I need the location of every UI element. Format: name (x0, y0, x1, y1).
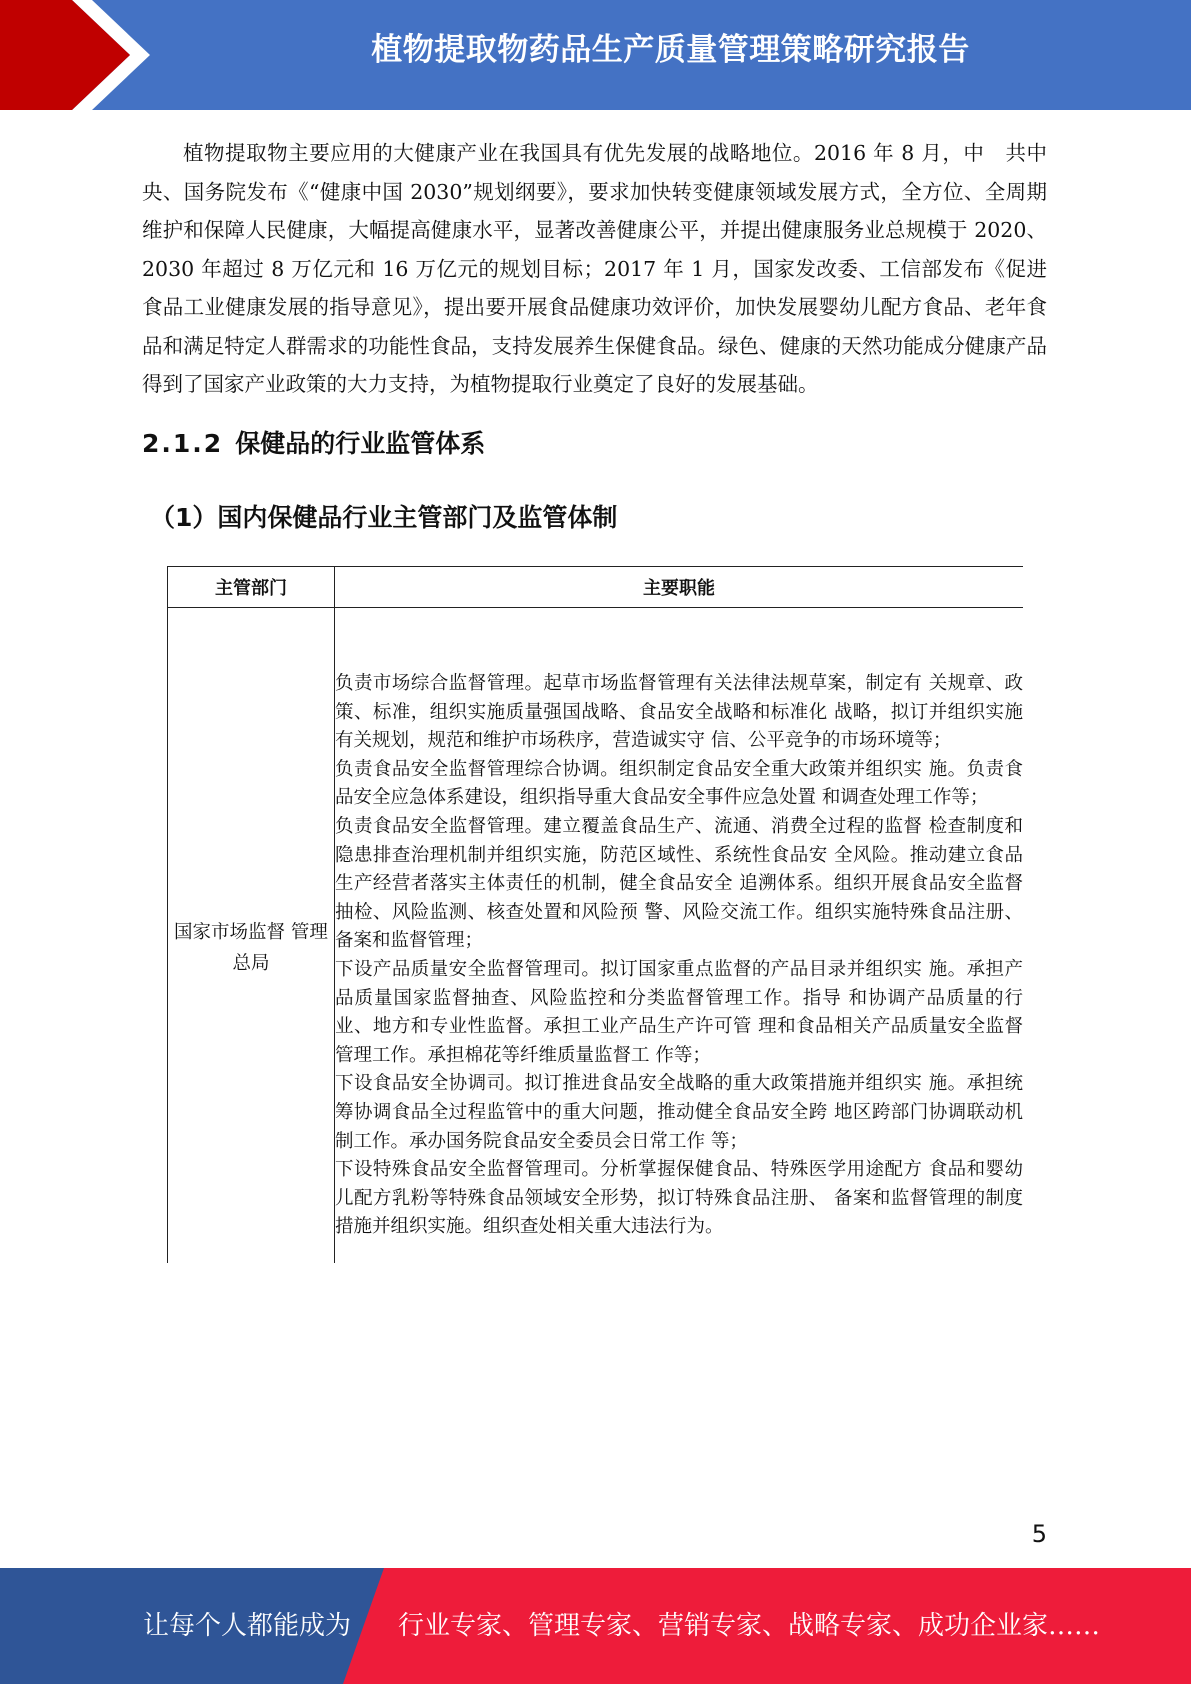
section-heading (142, 424, 485, 464)
intro-paragraph: 植物提取物主要应用的大健康产业在我国具有优先发展的战略地位。2016 年 8 月，中 共中央、国务院发布《“健康中国 2030”规划纲要》，要求加快转变健康领域发展方式，全方位、全周期维护和保障人民健康，大幅提高健康水平，显著改善健康公平，并提出健康服务业总规模于 2020、2030 年超过 8 万亿元和 16 万亿元的规划目标；2017 年 1 月，国家发改委、工信部发布《促进食品工业健康发展的指导意见》，提出要开展食品健康功效评价，加快发展婴幼儿配方食品、老年食品和满足特定人群需求的功能性食品，支持发展养生保健食品。绿色、健康的天然功能成分健康产品得到了国家产业政策的大力支持，为植物提取行业奠定了良好的发展基础。 (142, 141, 1047, 396)
regulation-table-container (167, 566, 1023, 1263)
function-item: 负责食品安全监督管理综合协调。组织制定食品安全重大政策并组织实 施。负责食品安全应急体系建设，组织指导重大食品安全事件应急处置 和调查处理工作等； (335, 758, 1023, 809)
header-functions: 主要职能 (335, 567, 1024, 608)
function-item: 负责市场综合监督管理。起草市场监督管理有关法律法规草案，制定有 关规章、政策、标准，组织实施质量强国战略、食品安全战略和标准化 战略，拟订并组织实施有关规划，规范和维护市场秩序，营造诚实守 信、公平竞争的市场环境等； (335, 673, 1023, 752)
section-number: 2.1.2 (142, 429, 224, 458)
table-header-row (168, 567, 1024, 608)
report-title: 植物提取物药品生产质量管理策略研究报告 (371, 32, 970, 68)
functions-cell (335, 608, 1024, 1264)
footer-slogan-right: 行业专家、管理专家、营销专家、战略专家、成功企业家…… (398, 1611, 1101, 1641)
footer-banner (0, 1568, 1191, 1684)
header-banner (0, 0, 1191, 110)
section-title: 保健品的行业监管体系 (235, 429, 486, 458)
function-item: 下设产品质量安全监督管理司。拟订国家重点监督的产品目录并组织实 施。承担产品质量国家监督抽查、风险监控和分类监督管理工作。指导 和协调产品质量的行业、地方和专业性监督。承担工业产品生产许可管 理和食品相关产品质量安全监督管理工作。承担棉花等纤维质量监督工 作等； (335, 958, 1023, 1066)
page-number: 5 (1031, 1520, 1047, 1548)
regulation-table (167, 566, 1023, 1263)
department-cell: 国家市场监督 管理总局 (168, 608, 335, 1264)
function-item: 下设食品安全协调司。拟订推进食品安全战略的重大政策措施并组织实 施。承担统筹协调食品全过程监管中的重大问题，推动健全食品安全跨 地区跨部门协调联动机制工作。承办国务院食品安全委员会日常工作 等； (335, 1073, 1023, 1152)
function-item: 负责食品安全监督管理。建立覆盖食品生产、流通、消费全过程的监督 检查制度和隐患排查治理机制并组织实施，防范区域性、系统性食品安 全风险。推动建立食品生产经营者落实主体责任的机制，健全食品安全 追溯体系。组织开展食品安全监督抽检、风险监测、核查处置和风险预 警、风险交流工作。组织实施特殊食品注册、备案和监督管理； (335, 815, 1023, 952)
functions-list (335, 608, 1023, 1242)
footer-slogan-left: 让每个人都能成为 (143, 1611, 352, 1641)
table-row (168, 608, 1024, 1264)
subsection-heading: （1）国内保健品行业主管部门及监管体制 (150, 503, 618, 532)
header-department: 主管部门 (168, 567, 335, 608)
function-item: 下设特殊食品安全监督管理司。分析掌握保健食品、特殊医学用途配方 食品和婴幼儿配方乳粉等特殊食品领域安全形势，拟订特殊食品注册、 备案和监督管理的制度措施并组织实施。组织查处相关重大违法行为。 (335, 1159, 1023, 1238)
